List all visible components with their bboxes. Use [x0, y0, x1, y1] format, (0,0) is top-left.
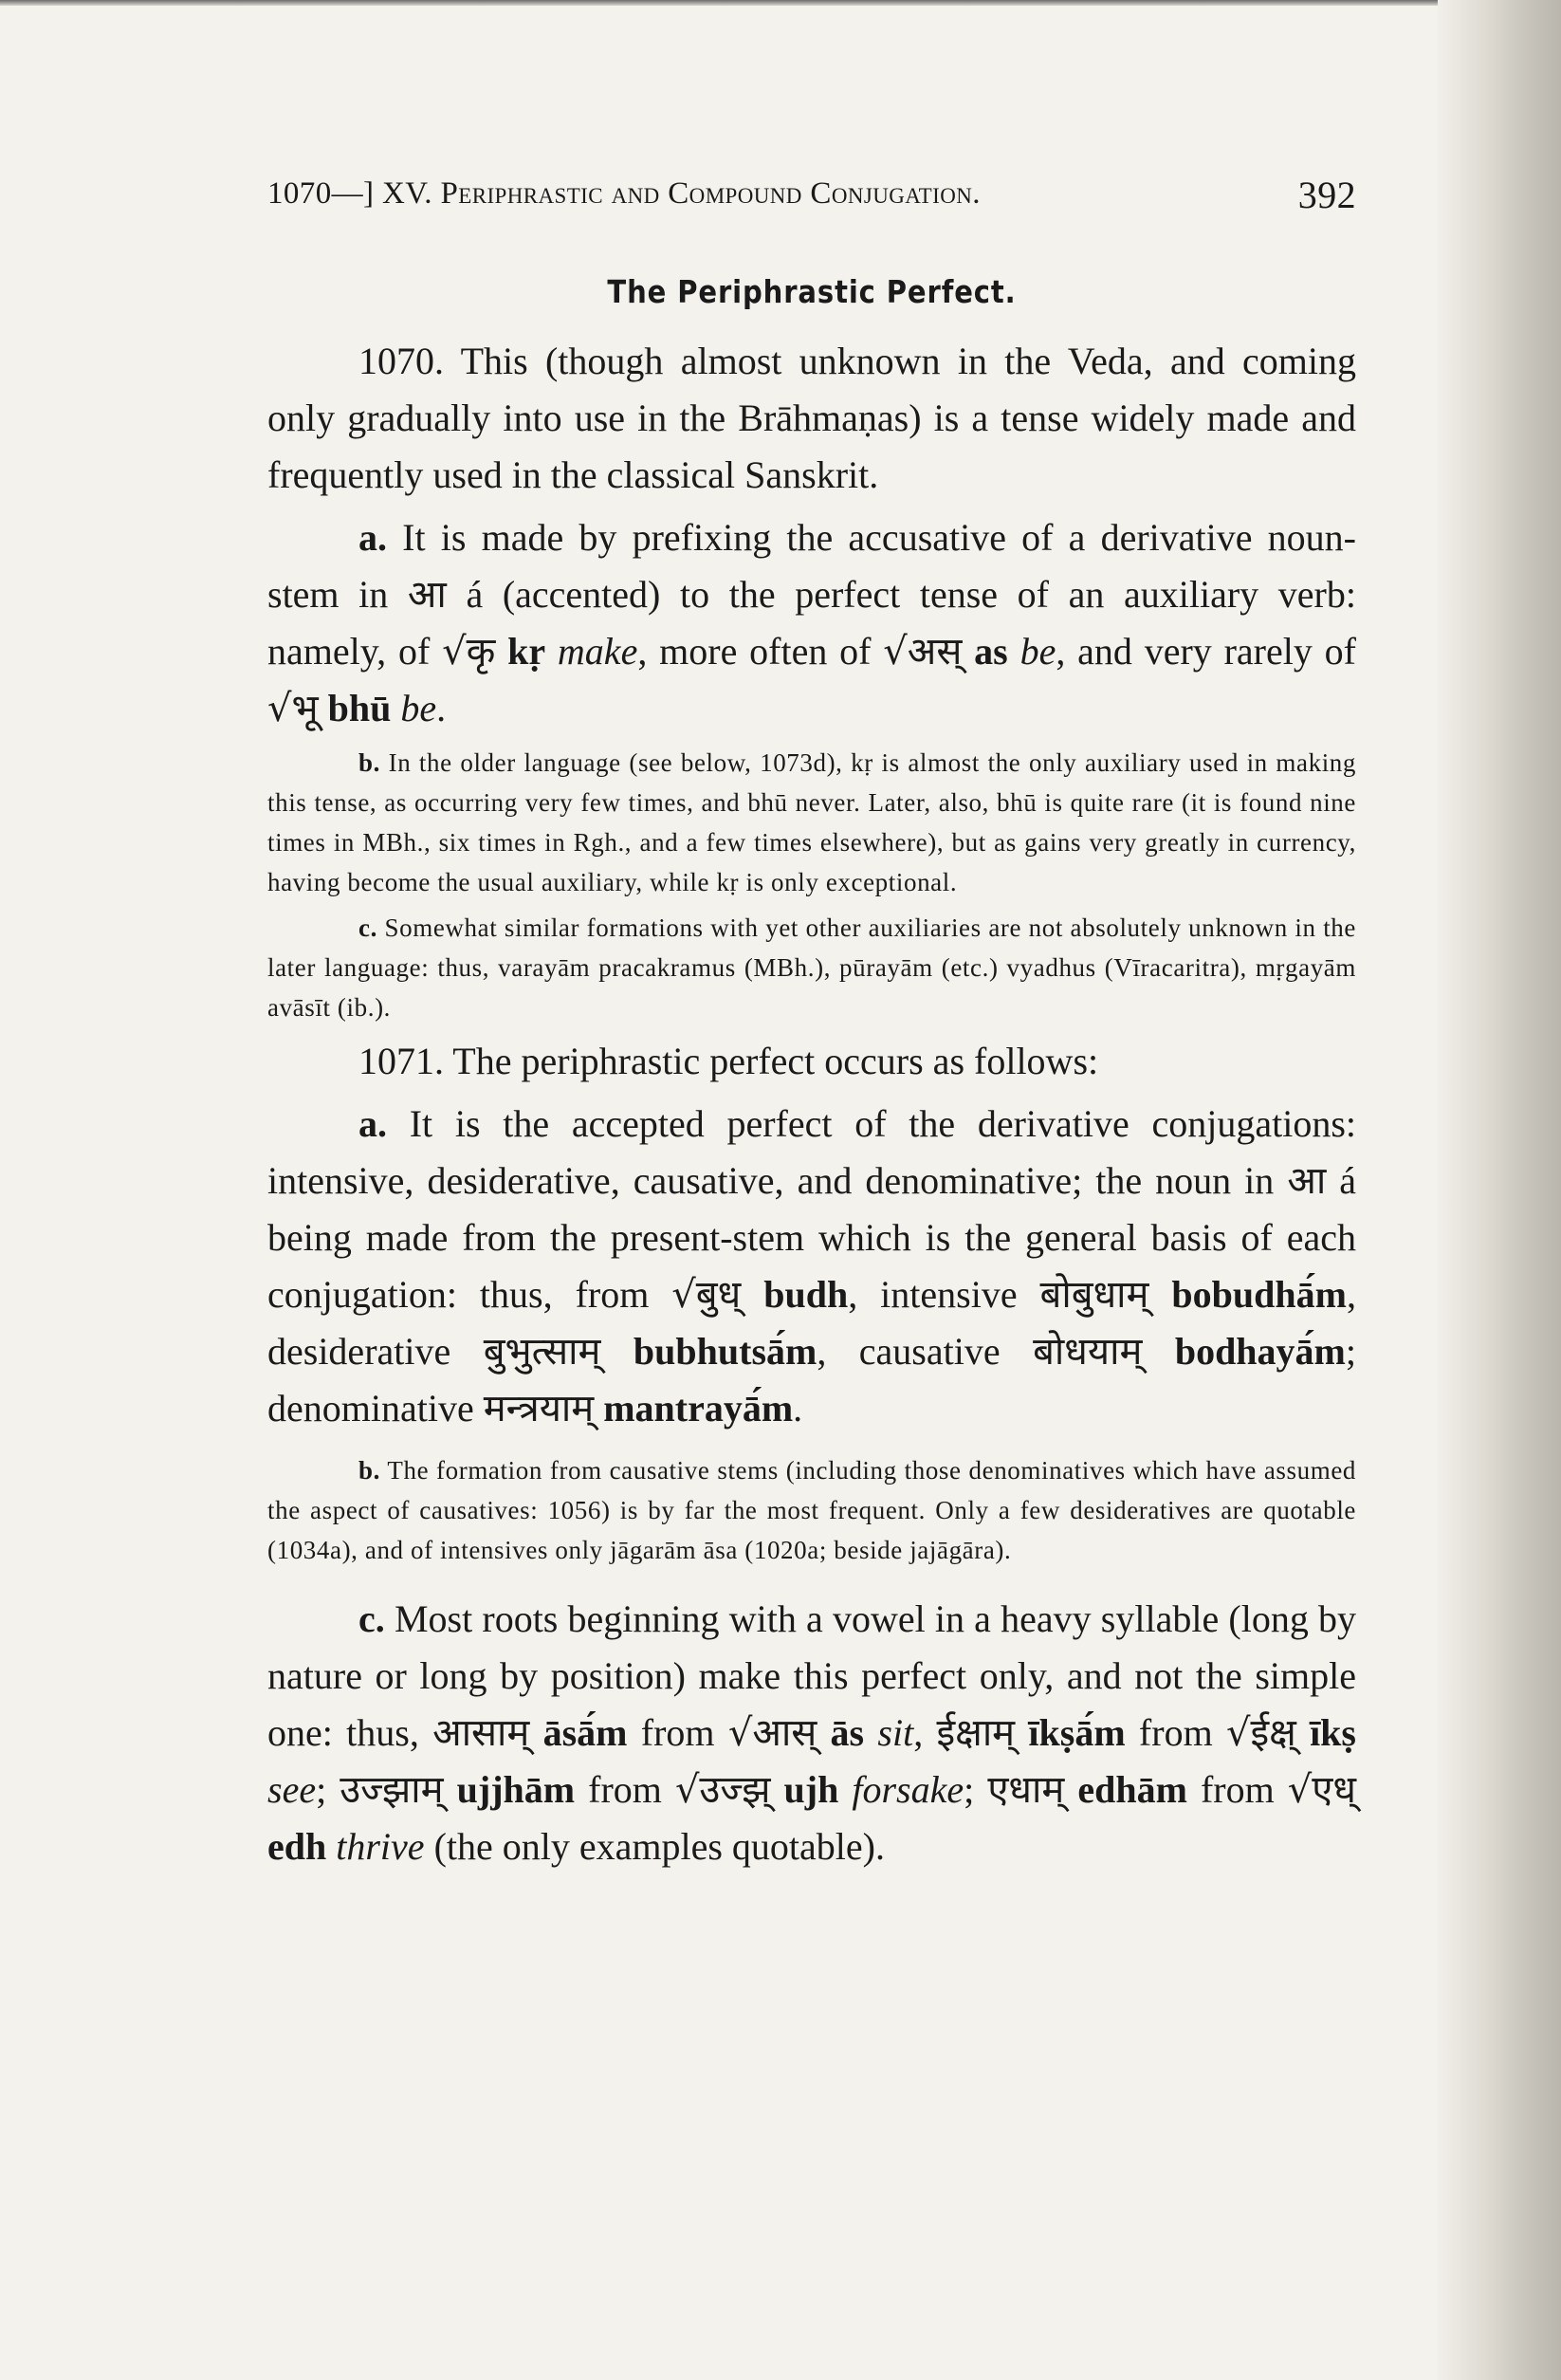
paragraph-text: (the only examples quotable). [424, 1825, 885, 1868]
transliteration: ujh [770, 1768, 839, 1811]
devanagari-text: आसाम् [432, 1711, 530, 1755]
paragraph-number: 1071. [358, 1040, 444, 1082]
devanagari-root: √कृ [442, 630, 496, 673]
devanagari-text: उज्झाम् [340, 1768, 444, 1812]
transliteration: as [962, 630, 1008, 673]
paragraph-text: . [436, 687, 447, 729]
running-head-title: 1070—] XV. Periphrastic and Compound Conjugation. [267, 176, 981, 211]
paragraph-1071 [267, 1033, 1356, 1090]
paragraph-1070a [267, 509, 1356, 737]
paragraph-label: a. [358, 516, 387, 559]
devanagari-text: बोबुधाम् [1039, 1273, 1149, 1317]
paragraph-label: a. [358, 1102, 387, 1145]
devanagari-text: ईक्षाम् [936, 1711, 1016, 1755]
paragraph-1070 [267, 333, 1356, 504]
paragraph-1071b [267, 1450, 1356, 1570]
transliteration: bhū [318, 687, 392, 729]
paragraph-text: Somewhat similar formations with yet other auxiliaries are not absolutely unknown in the later language: thus, varayām pracakramus (MBh.), pūrayām (etc.) vyadhus (Vīracaritra), mṛgayām avāsīt (ib.). [267, 913, 1356, 1022]
devanagari-root: √अस् [883, 630, 963, 673]
paragraph-text: ; denominative [267, 1330, 1357, 1430]
devanagari-text: एधाम् [987, 1768, 1065, 1812]
transliteration: edh [267, 1825, 327, 1868]
gloss: thrive [336, 1825, 425, 1868]
transliteration: edhām [1064, 1768, 1187, 1811]
paragraph-text: from [627, 1711, 728, 1754]
paragraph-text: , [913, 1711, 937, 1754]
gloss: be [400, 687, 437, 729]
paragraph-text: á (accented) to the perfect tense of an auxiliary verb: namely, of [267, 573, 1356, 673]
page-top-border [0, 0, 1561, 6]
transliteration: kṛ [495, 630, 546, 673]
running-head [267, 161, 1356, 228]
transliteration: āsā́m [529, 1711, 628, 1754]
paragraph-1070b [267, 743, 1356, 902]
gloss: be [1019, 630, 1056, 673]
transliteration: mantrayā́m [594, 1387, 794, 1430]
paragraph-text: In the older language (see below, 1073d), kṛ is almost the only auxiliary used in making this tense, as occurring very few times, and bhū never. Later, also, bhū is quite rare (it is found nine times in MBh., six times in Rgh., and a few times elsewhere), but as gains very greatly in currency, having become the usual auxiliary, while kṛ is only exceptional. [267, 748, 1356, 896]
page-edge-shadow [1438, 0, 1561, 2380]
paragraph-number: 1070. [358, 340, 444, 382]
devanagari-text: बोधयाम् [1033, 1330, 1143, 1374]
paragraph-text: á being made from the present-stem which is the general basis of each conjugation: thus, from [267, 1159, 1356, 1316]
devanagari-text: मन्त्रयाम् [483, 1387, 595, 1430]
paragraph-label: c. [358, 913, 377, 942]
paragraph-text: The periphrastic perfect occurs as follows: [444, 1040, 1099, 1082]
paragraph-1071a [267, 1096, 1356, 1437]
gloss: make [557, 630, 638, 673]
paragraph-text: It is the accepted perfect of the derivative conjugations: intensive, desiderative, causative, and denominative; the noun in [267, 1102, 1356, 1202]
transliteration: ās [817, 1711, 865, 1754]
paragraph-text: from [575, 1768, 675, 1811]
page-number: 392 [1297, 174, 1356, 216]
devanagari-root: √उज्झ् [674, 1768, 771, 1812]
paragraph-text: , intensive [848, 1273, 1040, 1316]
section-title: The Periphrastic Perfect. [607, 273, 1017, 310]
transliteration: budh [741, 1273, 849, 1316]
gloss: forsake [852, 1768, 964, 1811]
paragraph-text: The formation from causative stems (including those denominatives which have assumed the aspect of causatives: 1056) is by far the most frequent. Only a few desideratives are quotable (1034a), and of intensives only jāgarām āsa (1020a; beside jajāgāra). [267, 1456, 1356, 1564]
paragraph-text: , and very rarely of [1056, 630, 1356, 673]
devanagari-root: √आस् [727, 1711, 817, 1755]
paragraph-text: , more often of [637, 630, 884, 673]
book-page [267, 161, 1356, 1875]
transliteration: bobudhā́m [1148, 1273, 1347, 1316]
transliteration: īkṣ [1295, 1711, 1356, 1754]
paragraph-label: b. [358, 748, 380, 777]
gloss: sit [877, 1711, 914, 1754]
transliteration: bodhayā́m [1142, 1330, 1346, 1373]
transliteration: īkṣā́m [1015, 1711, 1126, 1754]
devanagari-root: √एध् [1287, 1768, 1357, 1812]
paragraph-text: from [1186, 1768, 1288, 1811]
paragraph-text: This (though almost unknown in the Veda, and coming only gradually into use in the Brāhmaṇas) is a tense widely made and frequently used in the classical Sanskrit. [267, 340, 1356, 496]
paragraph-text: , causative [817, 1330, 1034, 1373]
paragraph-text: . [793, 1387, 803, 1430]
paragraph-label: c. [358, 1597, 385, 1640]
devanagari-root: √ईक्ष् [1225, 1711, 1296, 1755]
paragraph-text: Most roots beginning with a vowel in a heavy syllable (long by nature or long by position) make this perfect only, and not the simple one: thus, [267, 1597, 1356, 1754]
paragraph-text: ; [964, 1768, 988, 1811]
paragraph-1070c [267, 908, 1356, 1027]
devanagari-text: बुभुत्साम् [483, 1330, 601, 1374]
paragraph-text: from [1125, 1711, 1226, 1754]
transliteration: ujjhām [443, 1768, 576, 1811]
paragraph-text: ; [316, 1768, 340, 1811]
paragraph-label: b. [358, 1456, 380, 1485]
paragraph-1071c [267, 1591, 1356, 1875]
devanagari-text: आ [407, 573, 447, 617]
paragraph-text: It is made by prefixing the accusative of a derivative noun-stem in [267, 516, 1356, 616]
devanagari-text: आ [1287, 1159, 1327, 1203]
paragraph-text: , desiderative [267, 1273, 1356, 1373]
transliteration: bubhutsā́m [600, 1330, 817, 1373]
gloss: see [267, 1768, 317, 1811]
devanagari-root: √बुध् [671, 1273, 742, 1317]
devanagari-root: √भू [267, 687, 319, 730]
